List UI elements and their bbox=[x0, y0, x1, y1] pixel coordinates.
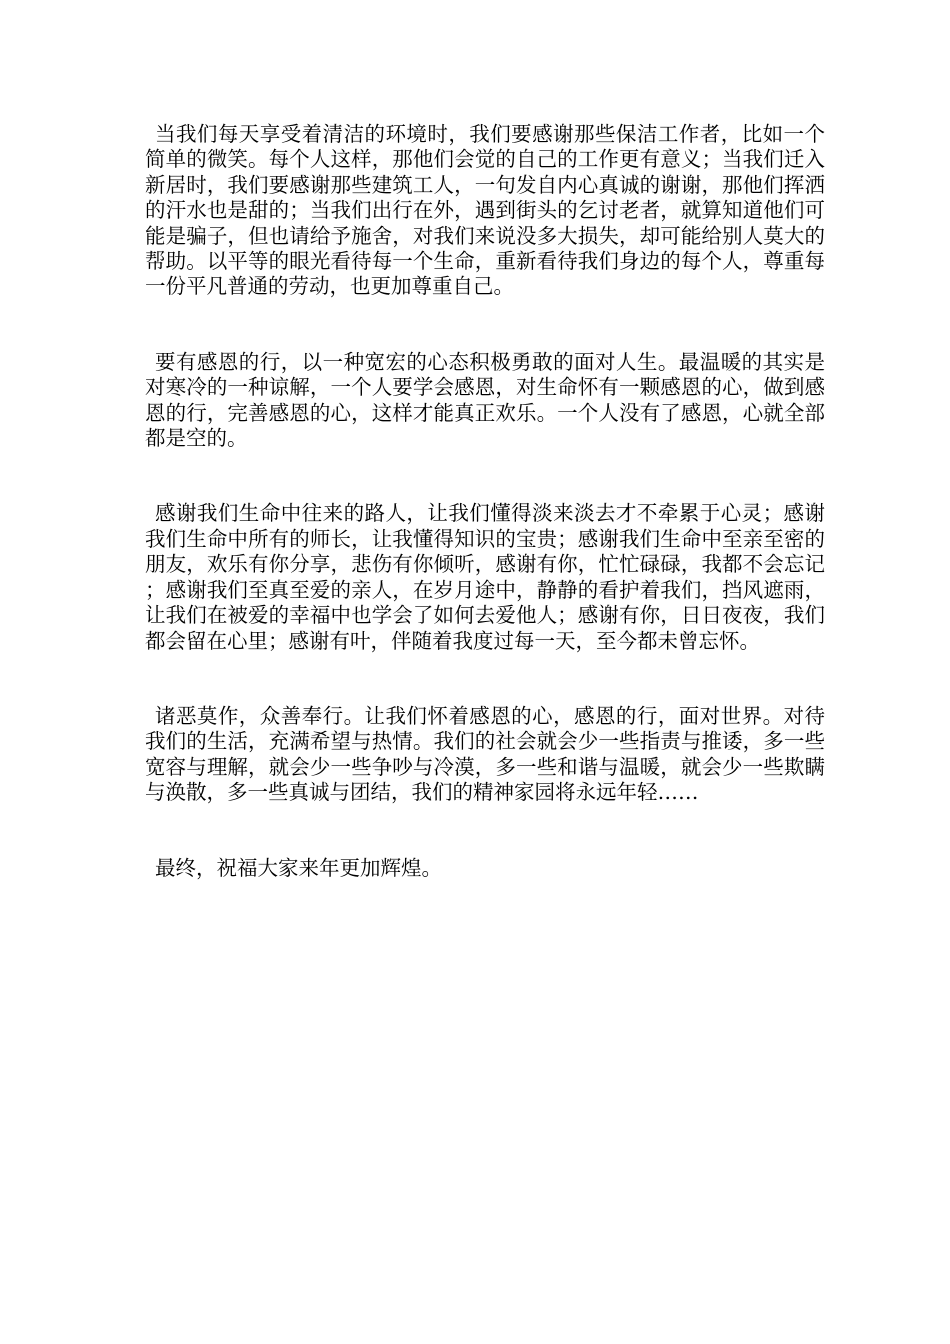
paragraph-3: 感谢我们生命中往来的路人，让我们懂得淡来淡去才不牵累于心灵；感谢我们生命中所有的师长，让我懂得知识的宝贵；感谢我们生命中至亲至密的朋友，欢乐有你分享，悲伤有你倾听，感谢有你，忙忙碌碌，我都不会忘记；感谢我们至真至爱的亲人，在岁月途中，静静的看护着我们，挡风遮雨，让我们在被爱的幸福中也学会了如何去爱他人；感谢有你，日日夜夜，我们都会留在心里；感谢有叶，伴随着我度过每一天，至今都未曾忘怀。 bbox=[145, 501, 825, 653]
document-body bbox=[145, 122, 825, 881]
paragraph-4: 诸恶莫作，众善奉行。让我们怀着感恩的心，感恩的行，面对世界。对待我们的生活，充满希望与热情。我们的社会就会少一些指责与推诿，多一些宽容与理解，就会少一些争吵与冷漠，多一些和谐与温暖，就会少一些欺瞒与涣散，多一些真诚与团结，我们的精神家园将永远年轻…… bbox=[145, 703, 825, 805]
paragraph-1: 当我们每天享受着清洁的环境时，我们要感谢那些保洁工作者，比如一个简单的微笑。每个人这样，那他们会觉的自己的工作更有意义；当我们迁入新居时，我们要感谢那些建筑工人，一句发自内心真诚的谢谢，那他们挥洒的汗水也是甜的；当我们出行在外，遇到街头的乞讨老者，就算知道他们可能是骗子，但也请给予施舍，对我们来说没多大损失，却可能给别人莫大的帮助。以平等的眼光看待每一个生命，重新看待我们身边的每个人，尊重每一份平凡普通的劳动，也更加尊重自己。 bbox=[145, 122, 825, 299]
paragraph-2: 要有感恩的行，以一种宽宏的心态积极勇敢的面对人生。最温暖的其实是对寒冷的一种谅解，一个人要学会感恩，对生命怀有一颗感恩的心，做到感恩的行，完善感恩的心，这样才能真正欢乐。一个人没有了感恩，心就全部都是空的。 bbox=[145, 349, 825, 451]
paragraph-5: 最终，祝福大家来年更加辉煌。 bbox=[155, 855, 442, 880]
